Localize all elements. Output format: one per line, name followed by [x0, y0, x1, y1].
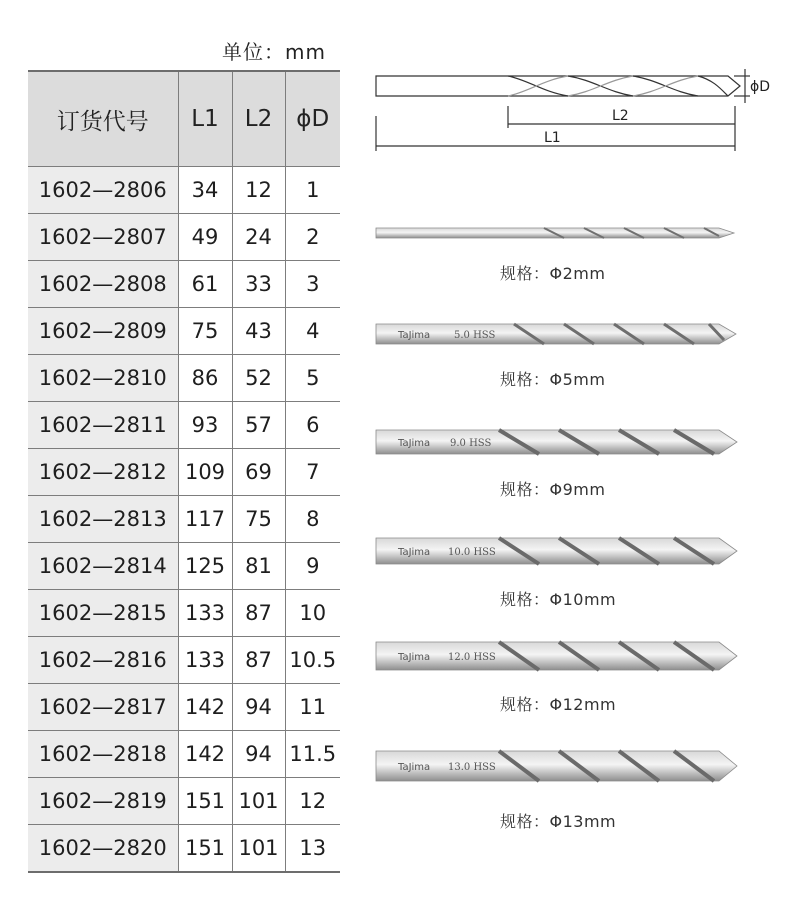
diameter-value: 10 — [285, 590, 340, 637]
l2-value: 24 — [232, 214, 285, 261]
diameter-value: 11 — [285, 684, 340, 731]
drill-bit-12mm — [374, 638, 738, 674]
l2-value: 69 — [232, 449, 285, 496]
bit-brand: TaJima — [398, 547, 431, 558]
header-l1: L1 — [178, 71, 232, 167]
l1-value: 125 — [178, 543, 232, 590]
diameter-value: 4 — [285, 308, 340, 355]
header-order-code: 订货代号 — [28, 71, 178, 167]
table-row — [28, 637, 340, 684]
table-row — [28, 355, 340, 402]
l2-value: 101 — [232, 825, 285, 873]
drill-bit-2mm — [374, 222, 738, 244]
diameter-value: 8 — [285, 496, 340, 543]
order-code: 1602—2813 — [28, 496, 178, 543]
l1-value: 61 — [178, 261, 232, 308]
drill-bit-5mm — [374, 320, 738, 348]
drill-bit-10mm — [374, 534, 738, 568]
order-code: 1602—2815 — [28, 590, 178, 637]
table-row — [28, 590, 340, 637]
bit-brand: TaJima — [398, 438, 431, 449]
l2-value: 94 — [232, 684, 285, 731]
diameter-value: 9 — [285, 543, 340, 590]
l2-value: 33 — [232, 261, 285, 308]
drill-bit-9mm — [374, 426, 738, 458]
bit-brand: TaJima — [398, 762, 431, 773]
l1-value: 117 — [178, 496, 232, 543]
diameter-value: 1 — [285, 167, 340, 214]
l2-value: 43 — [232, 308, 285, 355]
drill-flute-back — [508, 76, 698, 96]
order-code: 1602—2807 — [28, 214, 178, 261]
diameter-value: 12 — [285, 778, 340, 825]
order-code: 1602—2812 — [28, 449, 178, 496]
bit-marking: 5.0 HSS — [454, 330, 496, 341]
l1-value: 86 — [178, 355, 232, 402]
l2-value: 57 — [232, 402, 285, 449]
table-row — [28, 449, 340, 496]
l1-label: L1 — [544, 130, 561, 146]
bit-brand: TaJima — [398, 330, 431, 341]
bit-spec-label: 规格：Φ12mm — [500, 695, 617, 714]
order-code: 1602—2809 — [28, 308, 178, 355]
l2-value: 87 — [232, 590, 285, 637]
diameter-label: ϕD — [750, 79, 771, 95]
l1-value: 133 — [178, 590, 232, 637]
spec-table — [28, 70, 340, 873]
bit-brand: TaJima — [398, 652, 431, 663]
table-row — [28, 308, 340, 355]
l1-value: 142 — [178, 731, 232, 778]
header-l2: L2 — [232, 71, 285, 167]
bit-marking: 13.0 HSS — [448, 762, 496, 773]
bit-spec-label: 规格：Φ5mm — [500, 370, 606, 389]
table-row — [28, 496, 340, 543]
diameter-value: 10.5 — [285, 637, 340, 684]
l1-value: 142 — [178, 684, 232, 731]
l2-value: 94 — [232, 731, 285, 778]
drill-dimension-diagram — [368, 66, 780, 156]
l1-value: 49 — [178, 214, 232, 261]
l2-value: 81 — [232, 543, 285, 590]
l2-value: 87 — [232, 637, 285, 684]
diameter-value: 3 — [285, 261, 340, 308]
bit-spec-label: 规格：Φ13mm — [500, 812, 617, 831]
diameter-value: 7 — [285, 449, 340, 496]
l1-value: 133 — [178, 637, 232, 684]
order-code: 1602—2810 — [28, 355, 178, 402]
table-row — [28, 684, 340, 731]
l2-label: L2 — [612, 108, 629, 124]
l2-value: 75 — [232, 496, 285, 543]
l2-value: 101 — [232, 778, 285, 825]
order-code: 1602—2820 — [28, 825, 178, 873]
table-row — [28, 825, 340, 873]
order-code: 1602—2819 — [28, 778, 178, 825]
bit-spec-label: 规格：Φ10mm — [500, 590, 617, 609]
table-row — [28, 261, 340, 308]
l1-value: 151 — [178, 778, 232, 825]
l1-value: 93 — [178, 402, 232, 449]
bit-spec-label: 规格：Φ2mm — [500, 264, 606, 283]
diameter-value: 13 — [285, 825, 340, 873]
diameter-value: 5 — [285, 355, 340, 402]
table-row — [28, 543, 340, 590]
order-code: 1602—2817 — [28, 684, 178, 731]
bit-marking: 10.0 HSS — [448, 547, 496, 558]
bit-marking: 9.0 HSS — [450, 438, 492, 449]
unit-label: 单位：mm — [222, 40, 326, 64]
table-row — [28, 214, 340, 261]
order-code: 1602—2806 — [28, 167, 178, 214]
bit-spec-label: 规格：Φ9mm — [500, 480, 606, 499]
order-code: 1602—2818 — [28, 731, 178, 778]
diameter-value: 2 — [285, 214, 340, 261]
diameter-value: 6 — [285, 402, 340, 449]
l2-value: 12 — [232, 167, 285, 214]
bit-marking: 12.0 HSS — [448, 652, 496, 663]
table-row — [28, 731, 340, 778]
table-row — [28, 778, 340, 825]
table-row — [28, 402, 340, 449]
order-code: 1602—2808 — [28, 261, 178, 308]
l2-value: 52 — [232, 355, 285, 402]
l1-value: 34 — [178, 167, 232, 214]
l1-value: 151 — [178, 825, 232, 873]
l1-value: 109 — [178, 449, 232, 496]
order-code: 1602—2814 — [28, 543, 178, 590]
table-header-row — [28, 71, 340, 167]
header-diameter: ϕD — [285, 71, 340, 167]
order-code: 1602—2816 — [28, 637, 178, 684]
drill-flutes — [508, 76, 728, 96]
order-code: 1602—2811 — [28, 402, 178, 449]
diameter-value: 11.5 — [285, 731, 340, 778]
drill-bit-13mm — [374, 747, 738, 785]
l1-value: 75 — [178, 308, 232, 355]
table-row — [28, 167, 340, 214]
